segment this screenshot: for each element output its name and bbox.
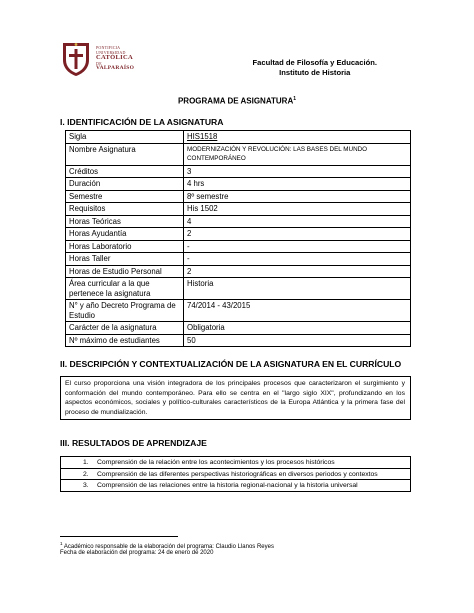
row-value: Obligatoria <box>184 322 411 335</box>
table-row <box>66 300 411 322</box>
table-row <box>66 215 411 228</box>
row-label: Horas de Estudio Personal <box>66 265 184 278</box>
item-text: Comprensión de las diferentes perspectivas historiográficas en diversos periodos y contextos <box>97 470 378 478</box>
row-value: 4 hrs <box>184 178 411 191</box>
row-value: His 1502 <box>184 203 411 216</box>
item-number: 1. <box>83 459 89 466</box>
row-label: Sigla <box>66 131 184 144</box>
row-value: - <box>184 240 411 253</box>
identification-table <box>65 130 411 347</box>
table-row <box>66 278 411 300</box>
row-label: Nombre Asignatura <box>66 143 184 165</box>
row-label: N° y año Decreto Programa de Estudio <box>66 300 184 322</box>
row-label: Requisitos <box>66 203 184 216</box>
row-label: Nº máximo de estudiantes <box>66 334 184 347</box>
footnote-divider <box>60 536 178 537</box>
list-item <box>61 457 410 469</box>
title-footnote-mark: 1 <box>293 96 297 102</box>
list-item <box>61 480 410 491</box>
section-identification-heading: I. IDENTIFICACIÓN DE LA ASIGNATURA <box>60 117 224 127</box>
logo-line-3: CATÓLICA <box>96 53 133 61</box>
table-row <box>66 253 411 266</box>
row-label: Horas Taller <box>66 253 184 266</box>
document-title <box>0 96 474 106</box>
faculty-name: Facultad de Filosofía y Educación. <box>252 58 377 67</box>
footnote-date: Fecha de elaboración del programa: 24 de enero de 2020 <box>60 550 214 556</box>
footnote-mark: 1 <box>60 541 63 546</box>
document-title-text: PROGRAMA DE ASIGNATURA <box>177 96 294 106</box>
table-row <box>66 143 411 165</box>
row-label: Créditos <box>66 165 184 178</box>
row-label: Duración <box>66 178 184 191</box>
row-value: 3 <box>184 165 411 178</box>
logo-line-4: DE <box>96 60 102 66</box>
item-number: 3. <box>83 482 89 489</box>
institute-name: Instituto de Historia <box>279 67 351 77</box>
row-value: 74/2014 - 43/2015 <box>184 300 411 322</box>
row-value: 4 <box>184 215 411 228</box>
row-value: HIS1518 <box>184 131 411 144</box>
section-outcomes-heading: III. RESULTADOS DE APRENDIZAJE <box>60 438 207 448</box>
university-seal-icon <box>60 40 92 78</box>
table-row <box>66 165 411 178</box>
logo-line-5: VALPARAÍSO <box>96 64 135 71</box>
item-text: Comprensión de la relación entre los acontecimientos y los procesos históricos <box>97 459 335 466</box>
row-label: Horas Ayudantía <box>66 228 184 241</box>
row-value: - <box>184 253 411 266</box>
table-row <box>66 334 411 347</box>
row-value: 2 <box>184 228 411 241</box>
faculty-header <box>253 58 377 77</box>
logo-line-1: PONTIFICIA <box>96 45 121 51</box>
logo-line-2: UNIVERSIDAD <box>96 49 126 55</box>
description-box <box>60 376 411 420</box>
table-row <box>66 190 411 203</box>
table-row <box>66 265 411 278</box>
logo-wordmark <box>96 46 134 71</box>
row-value: MODERNIZACIÓN Y REVOLUCIÓN: LAS BASES DEL MUNDO CONTEMPORÁNEO <box>184 143 411 165</box>
description-text: El curso proporciona una visión integradora de los principales procesos que caracterizaron el surgimiento y conformación del mundo contemporáneo. Para ello se centra en el "largo siglo XIX", profundizando en los aspectos económicos, sociales y político-culturales característicos de la Europa Atlántica y la primera fase del proceso de mundialización. <box>65 380 405 416</box>
row-value: 50 <box>184 334 411 347</box>
row-value: 8º semestre <box>184 190 411 203</box>
table-row <box>66 322 411 335</box>
section-description-heading: II. DESCRIPCIÓN Y CONTEXTUALIZACIÓN DE LA ASIGNATURA EN EL CURRÍCULO <box>60 359 402 369</box>
row-value: 2 <box>184 265 411 278</box>
row-label: Carácter de la asignatura <box>66 322 184 335</box>
row-label: Horas Laboratorio <box>66 240 184 253</box>
outcomes-list <box>60 456 411 492</box>
item-number: 2. <box>83 470 89 478</box>
table-row <box>66 203 411 216</box>
item-text: Comprensión de las relaciones entre la historia regional-nacional y la historia universal <box>97 482 358 489</box>
university-logo <box>60 38 162 80</box>
row-label: Semestre <box>66 190 184 203</box>
table-row <box>66 131 411 144</box>
row-label: Horas Teóricas <box>66 215 184 228</box>
row-label: Área curricular a la que pertenece la asignatura <box>66 278 184 300</box>
table-row <box>66 178 411 191</box>
table-row <box>66 228 411 241</box>
footnote-responsible-text: Académico responsable de la elaboración del programa: Claudio Llanos Reyes <box>63 544 274 550</box>
list-item <box>61 469 410 481</box>
table-row <box>66 240 411 253</box>
row-value: Historia <box>184 278 411 300</box>
